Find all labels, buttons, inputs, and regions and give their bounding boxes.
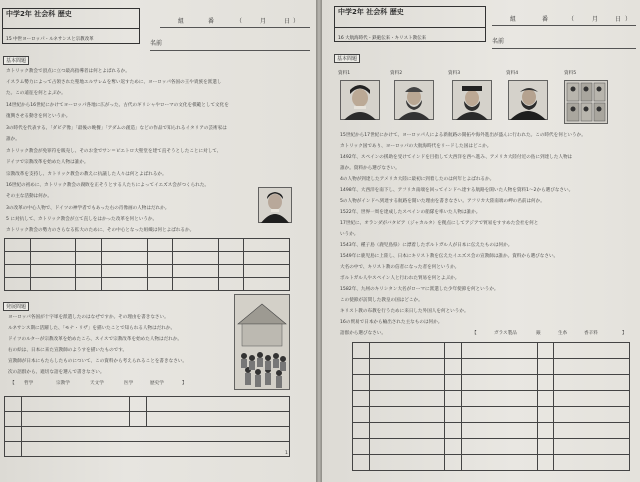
right-worksheet-page [322, 0, 640, 482]
portrait-1-icon [340, 80, 380, 120]
right-q3a: 1492年、スペインの援助を受けてインドを目指して大西洋を西へ進み、アメリカ大陸付近の島に到達した人物は [340, 155, 573, 160]
right-bracket-close: 】 [622, 331, 627, 336]
portrait-2-icon [394, 80, 434, 120]
right-class-label: 組 [510, 16, 517, 23]
left-q6: 宗教改革を支持し、カトリック教会の教えに抗議した人々は何とよばれるか。 [6, 172, 167, 177]
left-class-underline [160, 27, 310, 28]
right-q8a: 17世紀に、オランダがバタビア（ジャカルタ）を拠点にしてアジアで貿易をすすめた会社を何と [340, 221, 539, 226]
portrait-label-5: 資料5 [564, 71, 577, 76]
left-q4b: 誰か。 [6, 137, 20, 142]
right-q2: カトリック国であり、ヨーロッパの大航海時代をリードした国はどこか。 [340, 144, 492, 149]
right-q1: 15世紀から17世紀にかけて、ヨーロッパ人による新航路の開拓や海外進出が盛んに行われた。この時代を何というか。 [340, 133, 586, 138]
right-class-underline [492, 25, 636, 26]
left-subtitle: 15 中世ヨーロッパ・ルネサンスと宗教改革 [6, 36, 94, 42]
missionary-illustration-icon [234, 294, 290, 390]
portrait-label-3: 資料3 [448, 71, 461, 76]
right-q13b: この使節が訪問した教皇の国はどこか。 [340, 298, 423, 303]
right-answer-grid [352, 342, 630, 471]
left-word-0: 哲学 [24, 381, 34, 386]
right-paren-close: ） [625, 16, 632, 23]
left-bracket-open: 【 [10, 381, 15, 386]
portrait-label-1: 資料1 [338, 71, 351, 76]
left-dev2: ルネサンス期に活躍した、「モナ・リザ」を描いたことで知られる人物はだれか。 [8, 326, 176, 331]
right-word-1: 銀 [536, 331, 541, 336]
left-dev4: 右の絵は、日本に来た宣教師のようすを描いたものです。 [8, 348, 128, 353]
left-q9: 5 に対抗して、カトリック教会が立て直しをはかった改革を何というか。 [6, 217, 158, 222]
portrait-4-icon [508, 80, 548, 120]
left-advanced-answer-grid [4, 396, 290, 457]
right-word-3: 香辛料 [584, 331, 598, 336]
left-worksheet-page [0, 0, 316, 482]
left-dev5: 宣教師が日本にもたらしたものについて、この資料から考えられることを書きなさい。 [8, 359, 187, 364]
portrait-5-collage-icon [564, 80, 608, 124]
luther-portrait-icon [258, 187, 292, 223]
left-q3b: 復興させる動きを何というか。 [6, 114, 71, 119]
right-q3b: 誰か。資料から選びなさい。 [340, 166, 400, 171]
left-dev1: ヨーロッパ各国が十字軍を派遣したのはなぜですか。その理由を書きなさい。 [8, 315, 169, 320]
left-word-2: 天文学 [90, 381, 104, 386]
right-day-label: 日 [615, 16, 622, 23]
right-q7: 1522年、世界一周を達成したスペインの船隊を率いた人物は誰か。 [340, 210, 481, 215]
right-title-divider [334, 27, 486, 28]
left-month-label: 月 [260, 18, 267, 25]
left-number-label: 番 [208, 18, 215, 25]
right-q6: 5の人物がインドへ到達する航路を開いた理由を書きなさい。アフリカ大陸南端の岬の名前は何か。 [340, 199, 545, 204]
left-word-3: 医学 [124, 381, 134, 386]
left-q8: 3の改革の中心人物で、ドイツの神学者でもあった右の肖像画の人物はだれか。 [6, 206, 170, 211]
right-q8b: いうか。 [340, 232, 359, 237]
right-word-2: 生糸 [558, 331, 568, 336]
right-month-label: 月 [592, 16, 599, 23]
right-q11: 大名の中で、キリスト教の信者になった者を何というか。 [340, 265, 460, 270]
left-word-1: 宗教学 [56, 381, 70, 386]
right-q16: 語群から選びなさい。 [340, 331, 386, 336]
left-paren-close: ） [293, 18, 300, 25]
right-q10: 1549年に鹿児島に上陸し、日本にキリスト教を伝えたイエズス会の宣教師は誰か。資料から選びなさい。 [340, 254, 559, 259]
left-section-basic: 基本問題 [3, 56, 29, 65]
left-word-4: 歴史学 [150, 381, 164, 386]
left-q1: カトリック教会で頂点に立つ最高指導者は何とよばれるか。 [6, 69, 130, 74]
left-title-box [2, 8, 140, 44]
left-bracket-close: 】 [182, 381, 187, 386]
left-q4a: 3の時代を代表する、「ダビデ像」「最後の晩餐」「アダムの創造」などの作品で知られるイタリアの芸術家は [6, 126, 227, 131]
left-class-label: 組 [178, 18, 185, 25]
portrait-label-4: 資料4 [506, 71, 519, 76]
left-paren-open: （ [236, 18, 243, 25]
right-q14: キリスト教の布教を行うために来日した外国人を何というか。 [340, 309, 469, 314]
right-paren-open: （ [568, 16, 575, 23]
left-q2b: た。この遠征を何とよぶか。 [6, 91, 66, 96]
right-q9: 1543年、種子島（鹿児島県）に漂着したポルトガル人が日本に伝えたものは何か。 [340, 243, 513, 248]
right-q12: ポルトガル人やスペイン人と行われた貿易を何とよぶか。 [340, 276, 460, 281]
left-title-divider [2, 28, 140, 29]
right-word-0: ガラス製品 [494, 331, 517, 336]
left-q7b: その主な活動は何か。 [6, 194, 52, 199]
left-section-advanced: 発展問題 [3, 302, 29, 311]
right-section-basic: 基本問題 [334, 54, 360, 63]
portrait-3-icon [452, 80, 492, 120]
right-title: 中学2年 社会科 歴史 [338, 8, 404, 16]
right-q4: 4の人物が到達したアメリカ大陸に最初に到着したのは何年とよばれるか。 [340, 177, 495, 182]
right-q5: 1498年、大西洋を南下し、アフリカ南端を回ってインドへ達する航路を開いた人物を資料1〜2から選びなさい。 [340, 188, 574, 193]
right-name-label: 名前 [492, 38, 505, 45]
left-title: 中学2年 社会科 歴史 [6, 10, 72, 18]
left-day-label: 日 [284, 18, 291, 25]
left-q10: カトリック教会の勢力のさらなる拡大のために、その中心となった組織は何とよばれるか。 [6, 228, 195, 233]
right-q15: 16の貿易で日本から輸出された主なものは何か。 [340, 320, 443, 325]
portrait-label-2: 資料2 [390, 71, 403, 76]
right-q13a: 1582年、九州のキリシタン大名がローマに派遣した少年使節を何というか。 [340, 287, 499, 292]
left-q5b: ドイツで宗教改革を始めた人物は誰か。 [6, 160, 89, 165]
right-bracket-open: 【 [472, 331, 477, 336]
left-dev6: 次の語群から、適切な語を選んで書きなさい。 [8, 370, 105, 375]
right-title-box [334, 6, 486, 42]
right-subtitle: 16 大航海時代・鉄砲伝来・キリスト教伝来 [338, 35, 427, 41]
left-basic-answer-grid [4, 238, 290, 291]
right-name-underline [492, 48, 636, 49]
left-name-label: 名前 [150, 40, 163, 47]
right-number-label: 番 [542, 16, 549, 23]
left-q2a: イスラム勢力によって占領された聖地エルサレムを奪い返すために、ヨーロッパ各国の王や貴族を派遣し [6, 80, 222, 85]
left-page-number: 1 [285, 451, 288, 456]
left-dev3: ドイツのルターが宗教改革を始めたころ、スイスで宗教改革を始めた人物はだれか。 [8, 337, 183, 342]
left-q3a: 14世紀から16世紀にかけてヨーロッパ各地に広がった、古代のギリシャやローマの文化を模範として文化を [6, 103, 229, 108]
left-name-underline [150, 50, 310, 51]
left-q7a: 16世紀の初めに、カトリック教会の腐敗を正そうとする人たちによってイエズス会がつくられた。 [6, 183, 210, 188]
left-q5a: カトリック教会が免罪符を販売し、そのお金でサン＝ピエトロ大聖堂を建て直そうとしたことに対して、 [6, 149, 222, 154]
